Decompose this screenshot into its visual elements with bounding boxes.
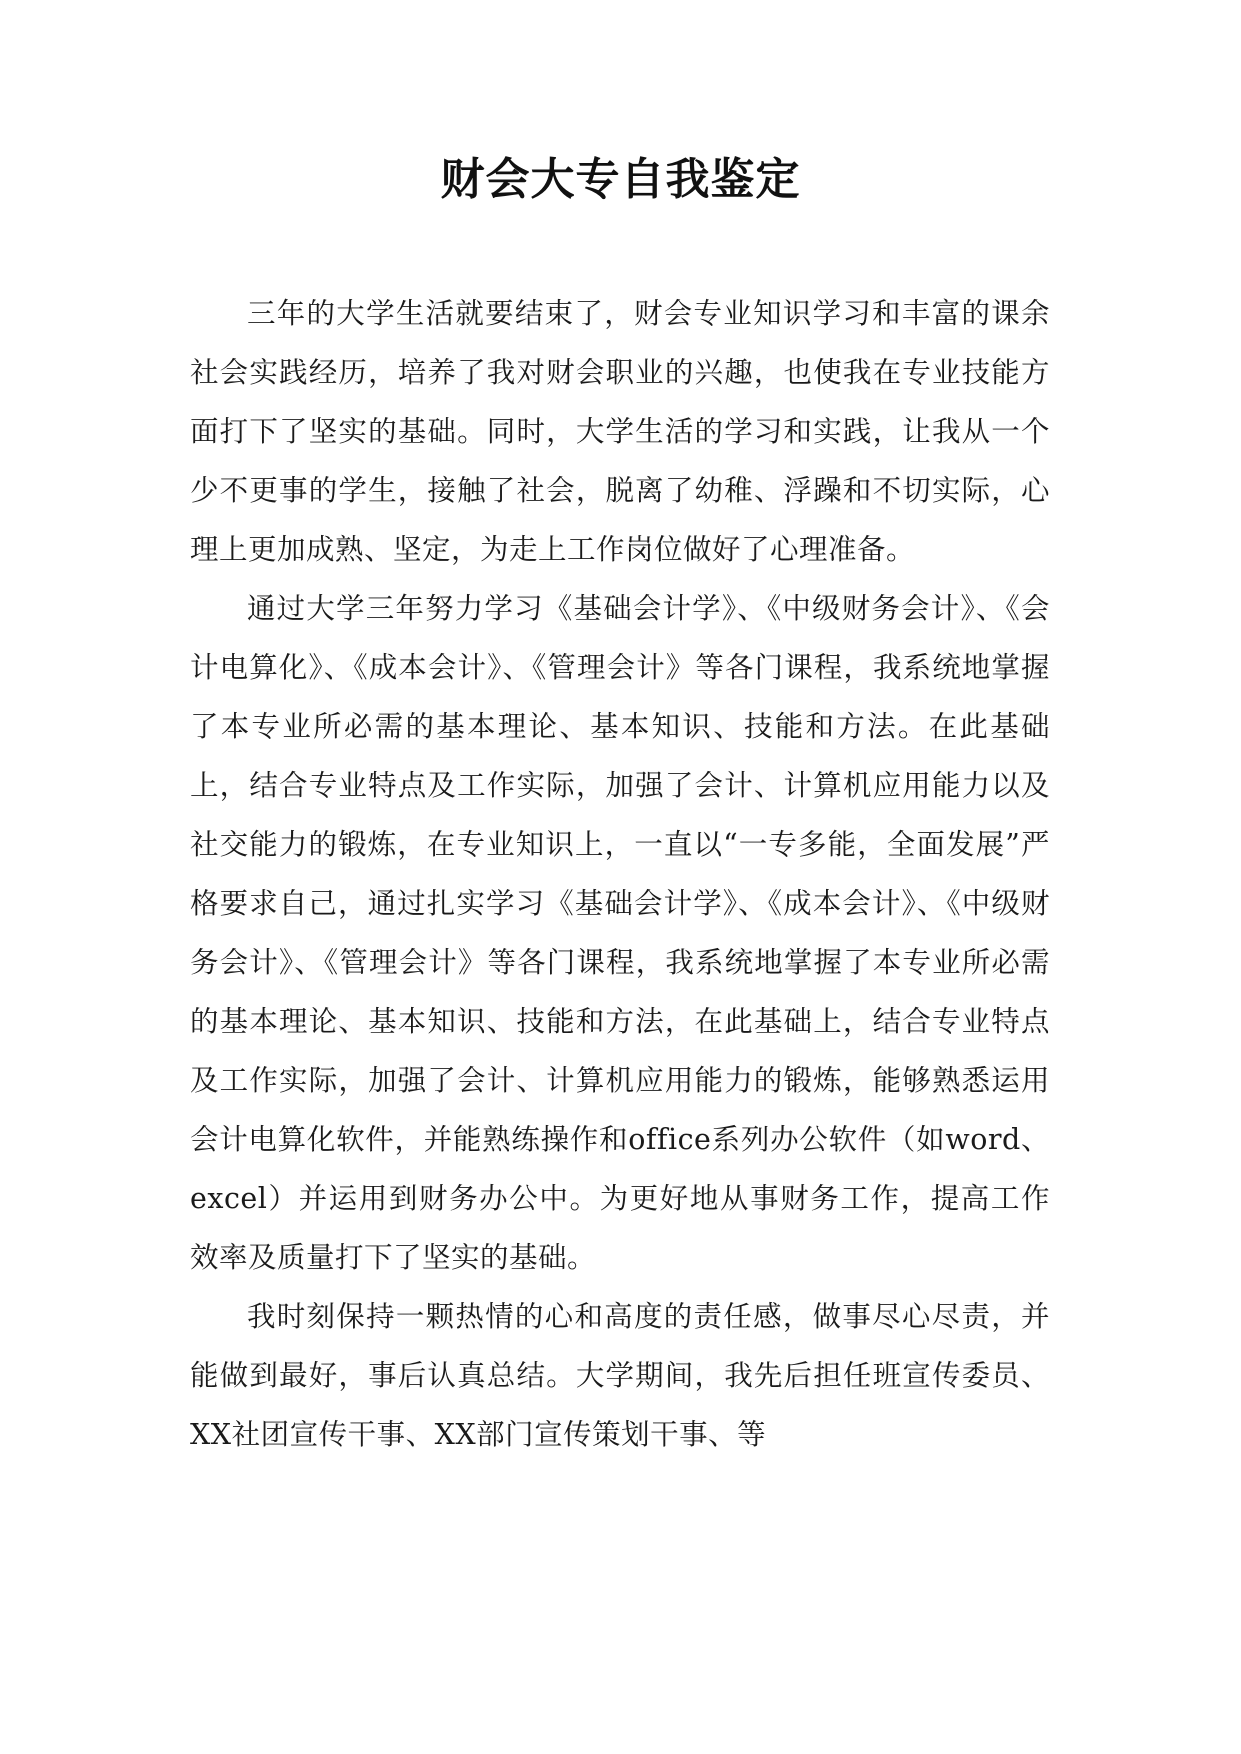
paragraph-3: 我时刻保持一颗热情的心和高度的责任感，做事尽心尽责，并能做到最好，事后认真总结。大学期间，我先后担任班宣传委员、XX社团宣传干事、XX部门宣传策划干事、等 <box>190 1300 1050 1451</box>
document-title: 财会大专自我鉴定 <box>440 154 801 205</box>
document-body <box>190 284 1050 1464</box>
paragraph-2: 通过大学三年努力学习《基础会计学》、《中级财务会计》、《会计电算化》、《成本会计》、《管理会计》等各门课程，我系统地掌握了本专业所必需的基本理论、基本知识、技能和方法。在此基础上，结合专业特点及工作实际，加强了会计、计算机应用能力以及社交能力的锻炼，在专业知识上，一直以“一专多能，全面发展”严格要求自己，通过扎实学习《基础会计学》、《成本会计》、《中级财务会计》、《管理会计》等各门课程，我系统地掌握了本专业所必需的基本理论、基本知识、技能和方法，在此基础上，结合专业特点及工作实际，加强了会计、计算机应用能力的锻炼，能够熟悉运用会计电算化软件，并能熟练操作和office系列办公软件（如word、excel）并运用到财务办公中。为更好地从事财务工作，提高工作效率及质量打下了坚实的基础。 <box>190 592 1050 1274</box>
paragraph-1: 三年的大学生活就要结束了，财会专业知识学习和丰富的课余社会实践经历，培养了我对财会职业的兴趣，也使我在专业技能方面打下了坚实的基础。同时，大学生活的学习和实践，让我从一个少不更事的学生，接触了社会，脱离了幼稚、浮躁和不切实际，心理上更加成熟、坚定，为走上工作岗位做好了心理准备。 <box>190 297 1050 566</box>
